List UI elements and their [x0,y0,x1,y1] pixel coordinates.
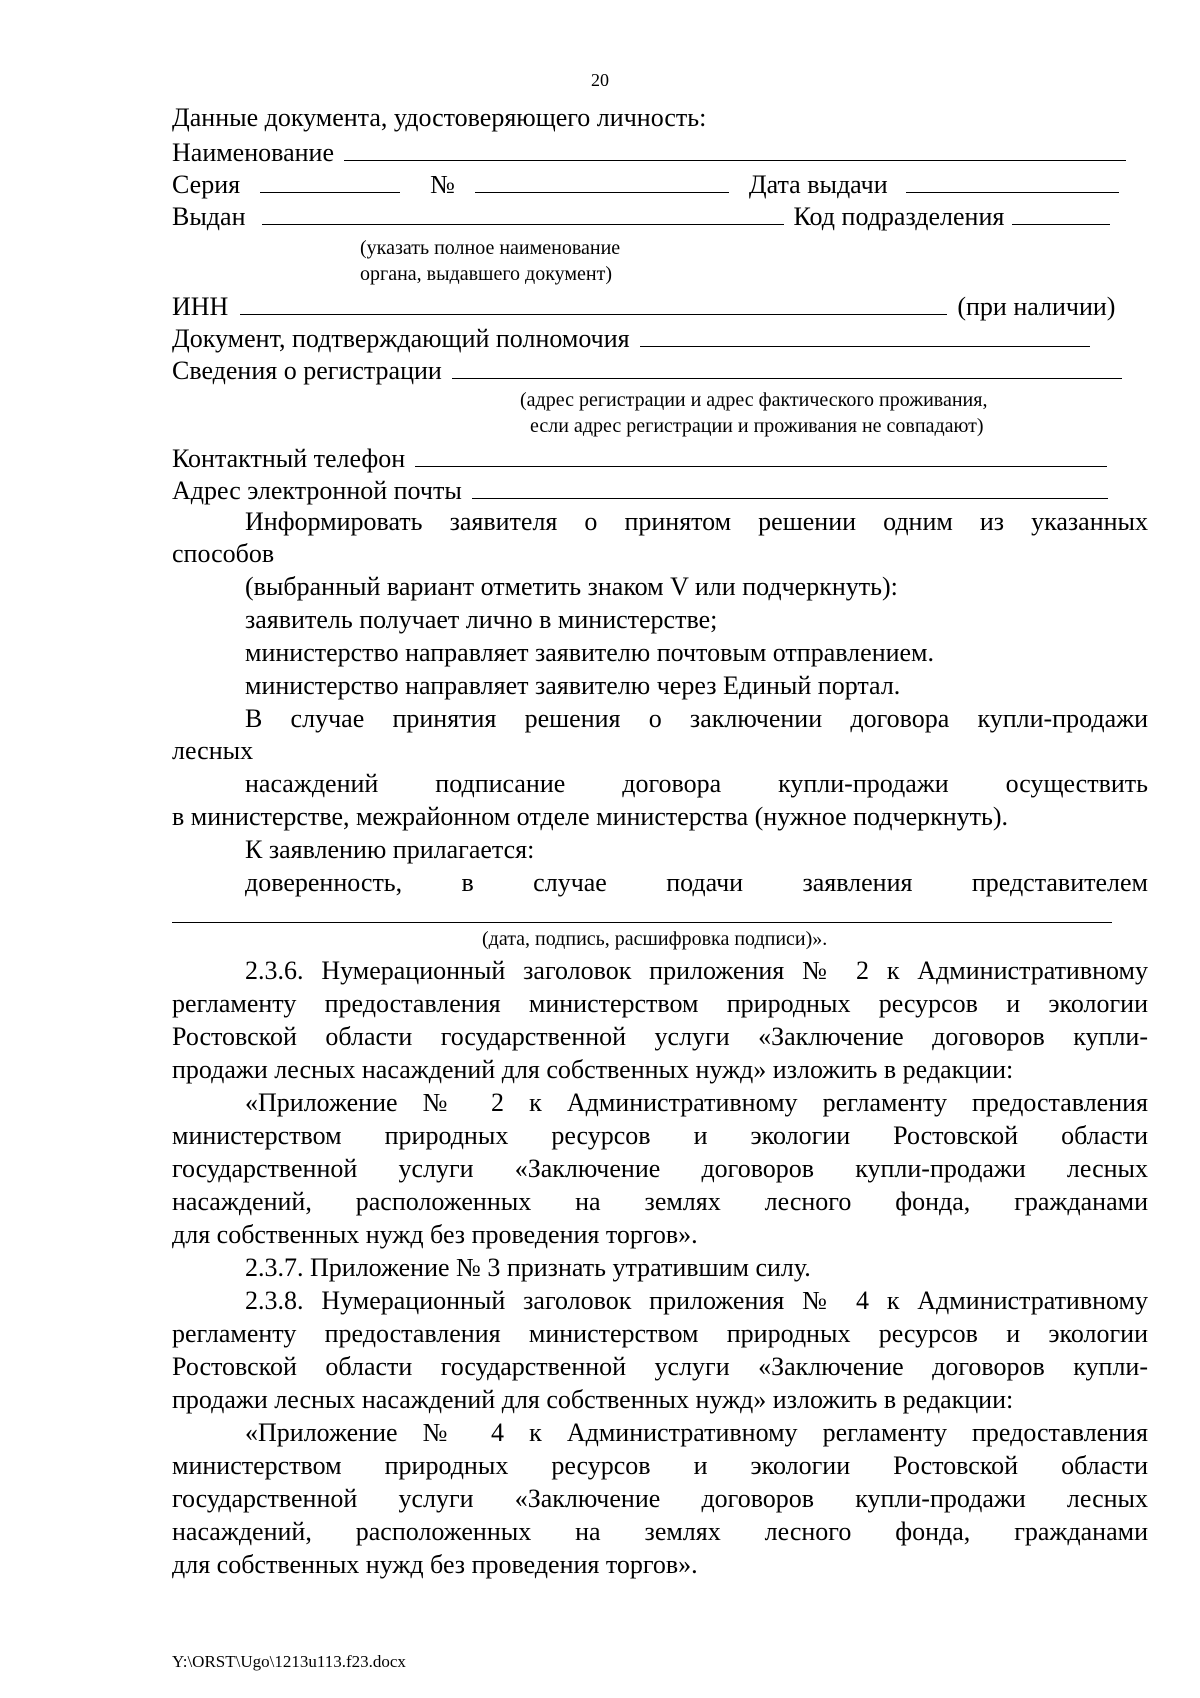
authority-doc-row [172,321,1148,353]
signature-hint: (дата, подпись, расшифровка подписи)». [482,928,828,950]
phone-label: Контактный телефон [172,444,406,473]
decision-line-3: насаждений подписание договора купли-продажи осуществить [245,769,1148,798]
option-1: заявитель получает лично в министерстве; [245,605,718,634]
decision-line-1: В случае принятия решения о заключении договора купли-продажи [245,704,1148,733]
decision-line-4: в министерстве, межрайонном отделе министерства (нужное подчеркнуть). [172,802,1009,831]
name-row [172,135,1148,167]
signature-blank [172,922,1112,923]
q2-line-5: для собственных нужд без проведения торгов». [172,1220,698,1249]
authority-doc-label: Документ, подтверждающий полномочия [172,324,630,353]
name-label: Наименование [172,138,334,167]
phone-row [172,441,1148,473]
registration-hint-1: (адрес регистрации и адрес фактического проживания, [520,389,988,411]
p238-line-4: продажи лесных насаждений для собственных нужд» изложить в редакции: [172,1385,1014,1414]
option-3: министерство направляет заявителю через Единый портал. [245,671,901,700]
issued-by-hint-1: (указать полное наименование [360,237,621,259]
issue-date-label: Дата выдачи [748,170,888,199]
p237-line: 2.3.7. Приложение № 3 признать утратившим силу. [245,1253,811,1282]
q2-line-2: министерством природных ресурсов и экологии Ростовской области [172,1121,1148,1150]
series-blank [260,167,400,193]
q4-line-5: для собственных нужд без проведения торгов». [172,1550,698,1579]
q4-line-2: министерством природных ресурсов и экологии Ростовской области [172,1451,1148,1480]
division-code-label: Код подразделения [793,202,1005,231]
page-number: 20 [591,70,609,90]
registration-hint-2: если адрес регистрации и проживания не совпадают) [530,415,984,437]
attach-line-2: доверенность, в случае подачи заявления представителем [245,868,1148,897]
inform-line-1: Информировать заявителя о принятом решении одним из указанных [245,507,1148,536]
p236-line-1: 2.3.6. Нумерационный заголовок приложения № 2 к Административному [245,956,1148,985]
attach-line-1: К заявлению прилагается: [245,835,535,864]
division-code-blank [1012,199,1110,225]
registration-blank [452,353,1122,379]
doc-header: Данные документа, удостоверяющего личность: [172,103,707,132]
issued-by-label: Выдан [172,202,246,231]
registration-label: Сведения о регистрации [172,356,442,385]
inform-line-2: способов [172,539,275,568]
authority-doc-blank [640,321,1090,347]
option-2: министерство направляет заявителю почтовым отправлением. [245,638,935,667]
issued-by-row [172,199,1148,231]
q2-line-4: насаждений, расположенных на землях лесного фонда, гражданами [172,1187,1148,1216]
name-blank [344,135,1126,161]
q4-line-1: «Приложение № 4 к Административному регламенту предоставления [245,1418,1148,1447]
q2-line-3: государственной услуги «Заключение договоров купли-продажи лесных [172,1154,1148,1183]
email-row [172,473,1148,505]
registration-row [172,353,1148,385]
number-blank [475,167,729,193]
phone-blank [415,441,1107,467]
number-label: № [430,170,455,199]
p236-line-3: Ростовской области государственной услуги «Заключение договоров купли- [172,1022,1148,1051]
p238-line-1: 2.3.8. Нумерационный заголовок приложения № 4 к Административному [245,1286,1148,1315]
email-label: Адрес электронной почты [172,476,462,505]
p236-line-2: регламенту предоставления министерством природных ресурсов и экологии [172,989,1148,1018]
inn-row [172,289,1148,321]
p236-line-4: продажи лесных насаждений для собственных нужд» изложить в редакции: [172,1055,1014,1084]
p238-line-3: Ростовской области государственной услуги «Заключение договоров купли- [172,1352,1148,1381]
issued-by-hint-2: органа, выдавшего документ) [360,263,613,285]
footer-file-path: Y:\ORST\Ugo\1213u113.f23.docx [172,1652,406,1671]
inn-note: (при наличии) [957,292,1116,321]
issue-date-blank [906,167,1119,193]
q2-line-1: «Приложение № 2 к Административному регламенту предоставления [245,1088,1148,1117]
decision-line-2: лесных [172,736,254,765]
q4-line-4: насаждений, расположенных на землях лесного фонда, гражданами [172,1517,1148,1546]
email-blank [472,473,1108,499]
q4-line-3: государственной услуги «Заключение договоров купли-продажи лесных [172,1484,1148,1513]
series-row [172,167,1148,199]
issued-by-blank [262,199,784,225]
inn-blank [240,289,947,315]
series-label: Серия [172,170,241,199]
inn-label: ИНН [172,292,229,321]
p238-line-2: регламенту предоставления министерством природных ресурсов и экологии [172,1319,1148,1348]
inform-line-3: (выбранный вариант отметить знаком V или подчеркнуть): [245,572,898,601]
